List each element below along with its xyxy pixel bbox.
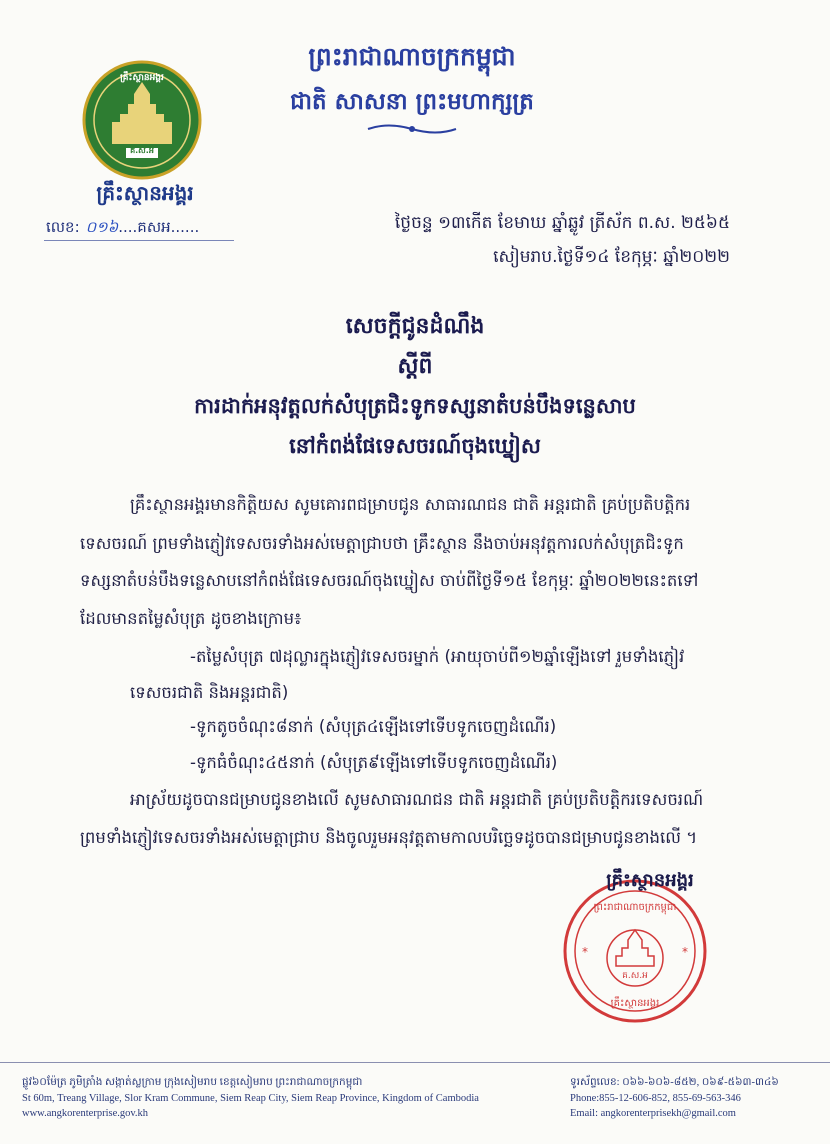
logo-bottom-text: គ.ស.អ bbox=[130, 146, 154, 155]
footer-address-english: St 60m, Treang Village, Slor Kram Commune, Siem Reap City, Siem Reap Province, Kingdom of Cambodia bbox=[22, 1093, 479, 1104]
stamp-bottom-text: គ្រឹះស្ថានអង្គរ bbox=[610, 998, 660, 1009]
reference-number: ០១៦ bbox=[85, 218, 119, 236]
reference-label: លេខ: bbox=[46, 218, 80, 236]
reference-suffix: ....គសអ...... bbox=[118, 218, 200, 236]
footer-divider bbox=[0, 1062, 830, 1063]
stamp-center-text: គ.ស.អ bbox=[622, 971, 648, 981]
notice-title: សេចក្តីជូនដំណឹង bbox=[345, 314, 485, 339]
motto-ornament bbox=[364, 120, 460, 138]
signatory-title: គ្រឹះស្ថានអង្គរ bbox=[606, 870, 694, 891]
logo-top-text: គ្រឹះស្ថានអង្គរ bbox=[120, 73, 164, 83]
paragraph-1-line-4: ដែលមានតម្លៃសំបុត្រ ដូចខាងក្រោម៖ bbox=[80, 609, 302, 628]
svg-text:*: * bbox=[682, 945, 688, 959]
price-item-1-line-1: -តម្លៃសំបុត្រ ៧ដុល្លារក្នុងភ្ញៀវទេសចរម្នាក់ (អាយុចាប់ពី១២ឆ្នាំឡើងទៅ រួមទាំងភ្ញៀវ bbox=[190, 647, 685, 666]
national-motto: ជាតិ សាសនា ព្រះមហាក្សត្រ bbox=[290, 89, 534, 115]
lunar-date: ថ្ងៃចន្ទ ១៣កើត ខែមាឃ ឆ្នាំឆ្លូវ ត្រីស័ក ព.ស. ២៥៦៥ bbox=[394, 213, 730, 233]
notice-subject-line-2: នៅកំពង់ផែទេសចរណ៍ចុងឃ្នៀស bbox=[289, 434, 541, 458]
reference-number-line bbox=[46, 218, 199, 240]
paragraph-2-line-2: ព្រមទាំងភ្ញៀវទេសចរទាំងអស់មេត្តាជ្រាប និងចូលរួមអនុវត្តតាមកាលបរិច្ឆេទដូចបានជម្រាបជូនខាងលើ ។ bbox=[80, 828, 698, 847]
paragraph-2-line-1: អាស្រ័យដូចបានជម្រាបជូនខាងលើ សូមសាធារណជន ជាតិ អន្តរជាតិ គ្រប់ប្រតិបត្តិករទេសចរណ៍ bbox=[130, 790, 704, 809]
footer-email-link[interactable]: Email: angkorenterprisekh@gmail.com bbox=[570, 1108, 736, 1119]
notice-subject-line-1: ការដាក់អនុវត្តលក់សំបុត្រជិះទូកទស្សនាតំបន់បឹងទន្លេសាប bbox=[194, 394, 636, 418]
stamp-ring-text: ព្រះរាជាណាចក្រកម្ពុជា bbox=[593, 902, 677, 913]
paragraph-1-line-2: ទេសចរណ៍ ព្រមទាំងភ្ញៀវទេសចរទាំងអស់មេត្តាជ្រាបថា គ្រឹះស្ថាន នឹងចាប់អនុវត្តការលក់សំបុត្រជិះទូក bbox=[80, 534, 684, 553]
footer-website-link[interactable]: www.angkorenterprise.gov.kh bbox=[22, 1108, 149, 1119]
svg-text:*: * bbox=[582, 945, 588, 959]
notice-subject-label: ស្តីពី bbox=[397, 354, 433, 379]
paragraph-1-line-1: គ្រឹះស្ថានអង្គរមានកិត្តិយស សូមគោរពជម្រាបជូន សាធារណជន ជាតិ អន្តរជាតិ គ្រប់ប្រតិបត្តិករ bbox=[130, 495, 691, 514]
kingdom-heading: ព្រះរាជាណាចក្រកម្ពុជា bbox=[308, 42, 516, 71]
paragraph-1-line-3: ទស្សនាតំបន់បឹងទន្លេសាបនៅកំពង់ផែទេសចរណ៍ចុងឃ្នៀស ចាប់ពីថ្ងៃទី១៥ ខែកុម្ភៈ ឆ្នាំ២០២២នេះតទៅ bbox=[80, 571, 699, 590]
footer-address-khmer: ផ្លូវ៦០ម៉ែត្រ ភូមិត្រាំង សង្កាត់ស្លក្រាម ក្រុងសៀមរាប ខេត្តសៀមរាប ព្រះរាជាណាចក្រកម្ពុជា bbox=[22, 1077, 363, 1088]
price-item-1-line-2: ទេសចរជាតិ និងអន្តរជាតិ) bbox=[130, 683, 289, 702]
footer-phone-english: Phone:855-12-606-852, 855-69-563-346 bbox=[570, 1093, 741, 1104]
reference-underline bbox=[44, 240, 234, 241]
price-item-2: -ទូកតូចចំណុះ៨នាក់ (សំបុត្រ៤ឡើងទៅទើបទូកចេញដំណើរ) bbox=[190, 717, 557, 736]
price-item-3: -ទូកធំចំណុះ៤៥នាក់ (សំបុត្រ៩ឡើងទៅទើបទូកចេញដំណើរ) bbox=[190, 753, 558, 772]
organization-name: គ្រឹះស្ថានអង្គរ bbox=[96, 181, 194, 205]
footer-phone-khmer: ទូរស័ព្ទលេខ: ០៦៦-៦០៦-៨៥២, ០៦៩-៥៦៣-៣៤៦ bbox=[570, 1077, 779, 1088]
solar-date: សៀមរាប.ថ្ងៃទី១៤ ខែកុម្ភៈ ឆ្នាំ២០២២ bbox=[493, 247, 730, 267]
